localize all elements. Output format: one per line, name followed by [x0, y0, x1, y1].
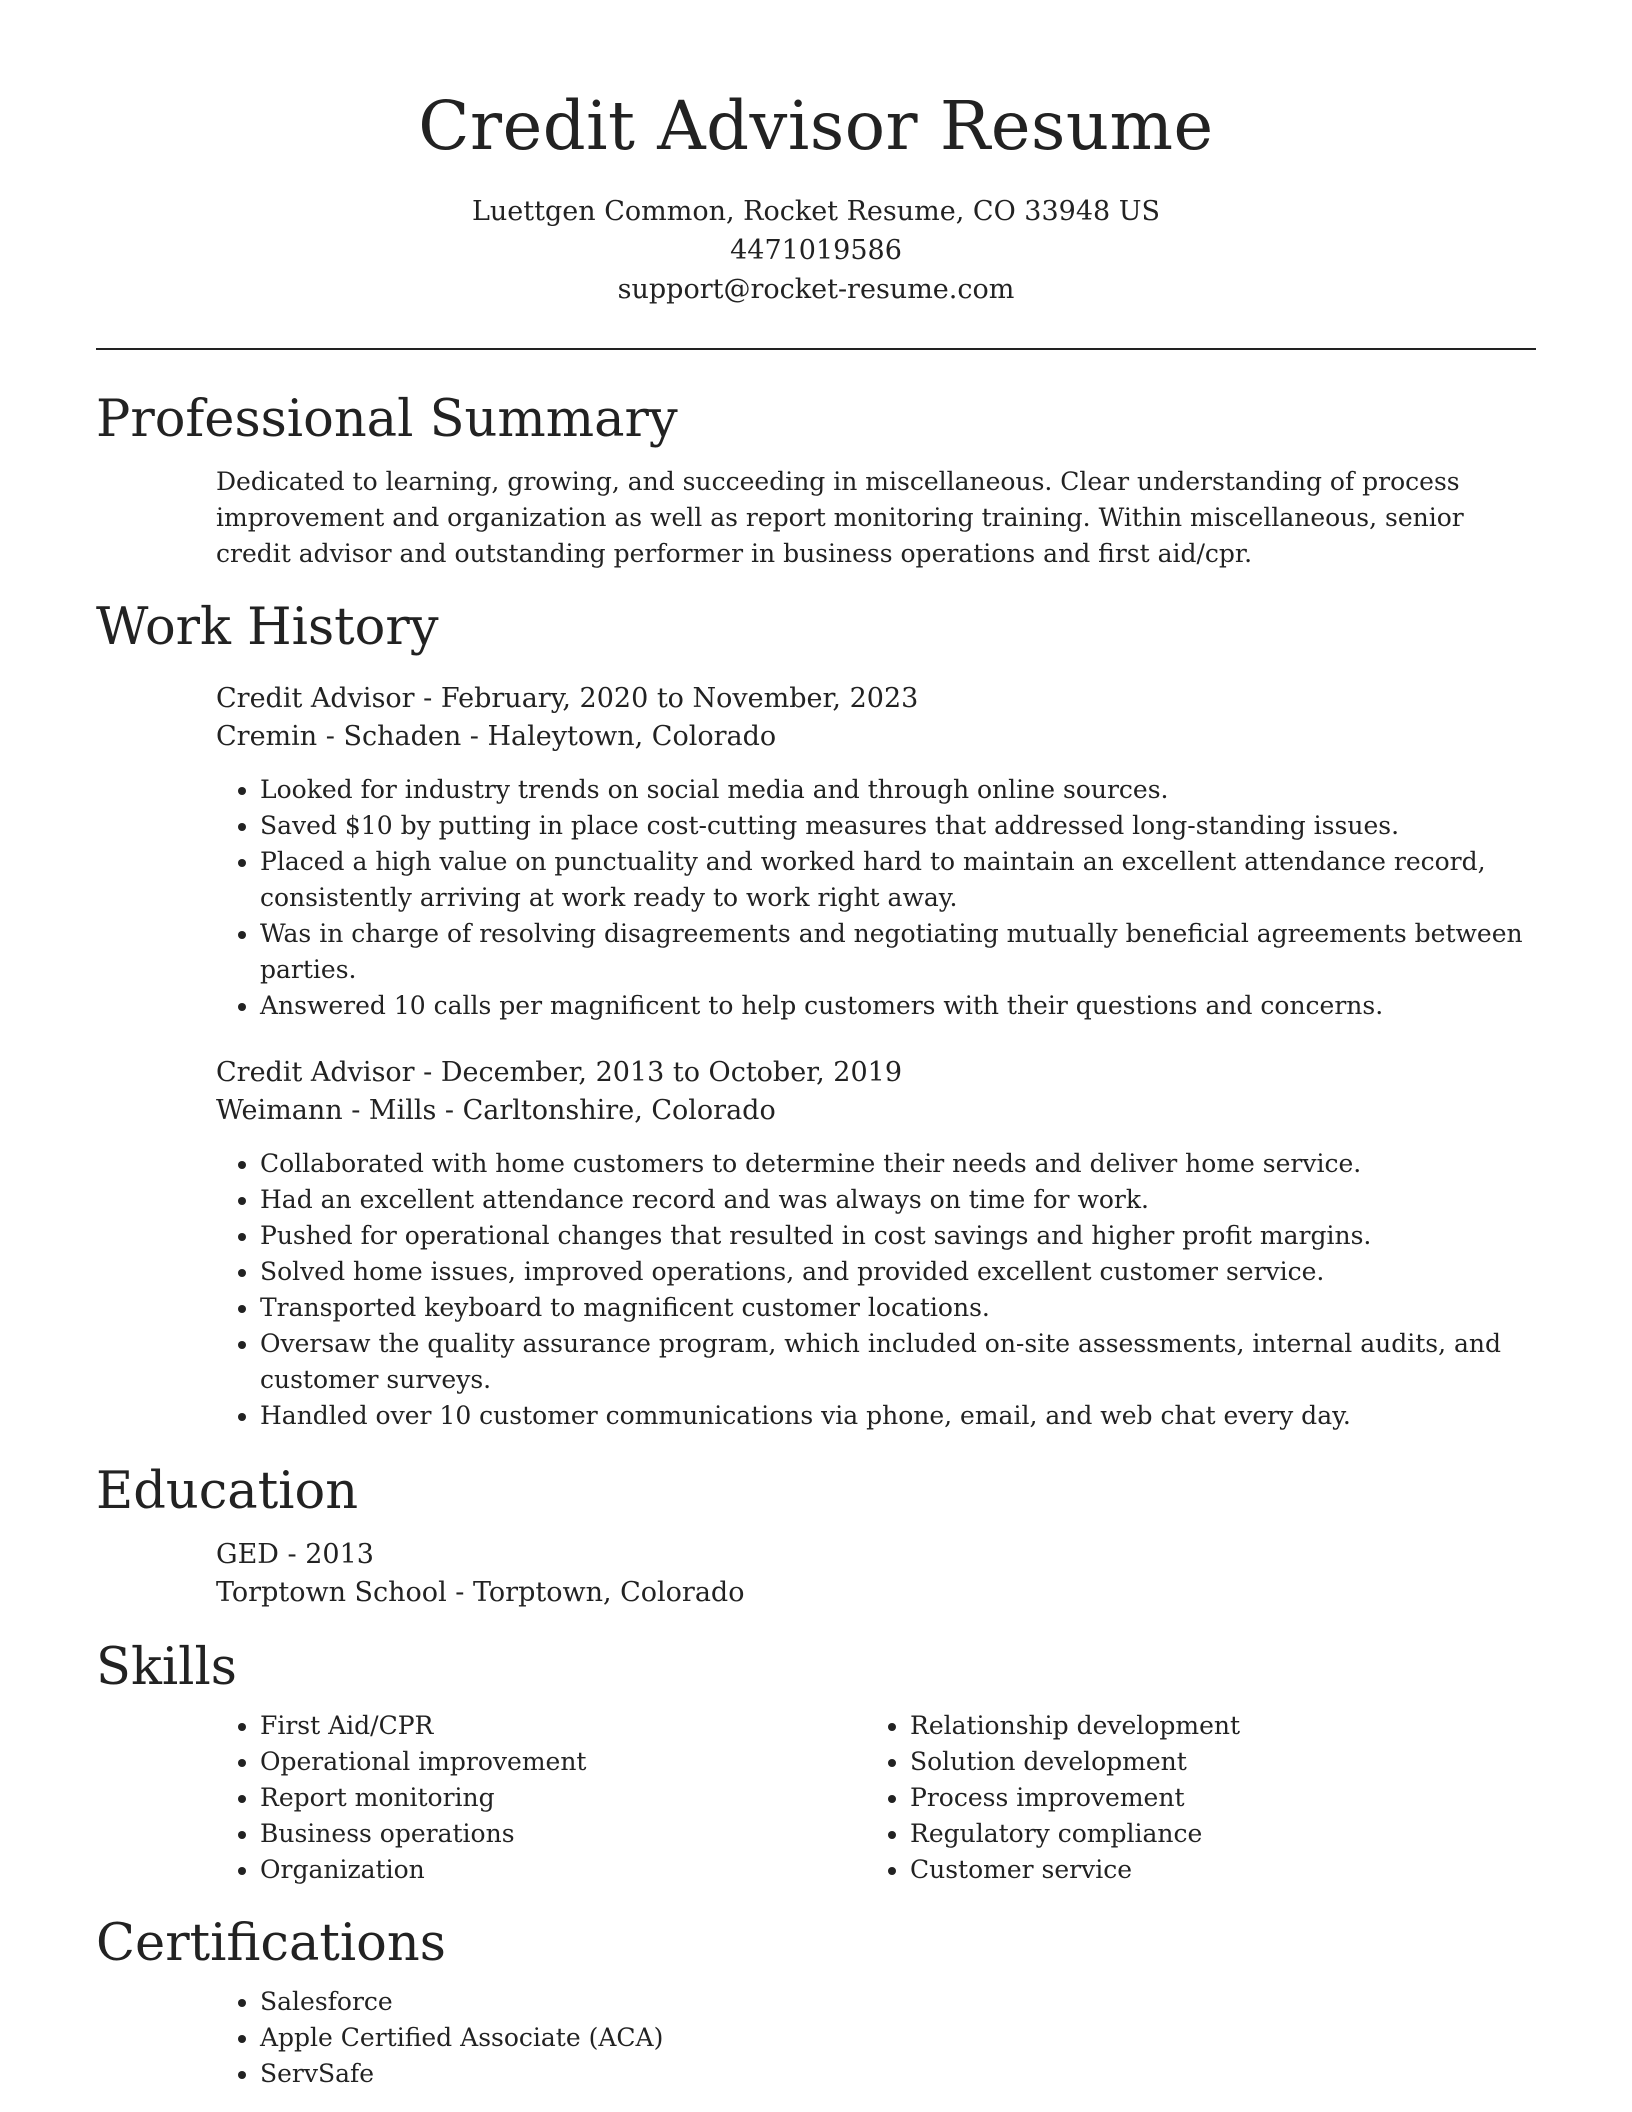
list-item: • Regulatory compliance	[910, 1816, 1516, 1852]
list-item: • Answered 10 calls per magnificent to help customers with their questions and concerns.	[260, 988, 1536, 1024]
certifications-heading: Certifications	[96, 1914, 446, 1973]
list-item: • Oversaw the quality assurance program, which included on-site assessments, internal audits, and customer surveys.	[260, 1326, 1536, 1398]
work-history-heading: Work History	[96, 598, 439, 657]
skills-grid	[96, 1708, 1536, 1888]
list-item: • Business operations	[260, 1816, 866, 1852]
skills-heading: Skills	[96, 1638, 237, 1697]
education-location: - Torptown, Colorado	[446, 1577, 745, 1608]
job-company-line	[216, 718, 1536, 756]
contact-email: support@rocket-resume.com	[617, 274, 1015, 305]
skills-list-right	[866, 1708, 1516, 1888]
list-item: • First Aid/CPR	[260, 1708, 866, 1744]
job-bullets	[216, 772, 1536, 1024]
list-item: • Transported keyboard to magnificent customer locations.	[260, 1290, 1536, 1326]
list-item: • Had an excellent attendance record and was always on time for work.	[260, 1182, 1536, 1218]
education-school-line	[216, 1574, 1536, 1612]
job-title: Credit Advisor	[216, 1057, 415, 1088]
education-degree-line	[216, 1536, 1536, 1574]
job-dates: - December, 2013 to October, 2019	[414, 1057, 903, 1088]
job-title: Credit Advisor	[216, 683, 415, 714]
education-section	[96, 1460, 1536, 1612]
job-bullets	[216, 1146, 1536, 1434]
list-item: • Looked for industry trends on social media and through online sources.	[260, 772, 1536, 808]
list-item: • Process improvement	[910, 1780, 1516, 1816]
certifications-section	[96, 1912, 1536, 2092]
job-company: Weimann - Mills	[216, 1095, 437, 1126]
contact-phone: 4471019586	[730, 235, 902, 266]
list-item: • Report monitoring	[260, 1780, 866, 1816]
summary-heading: Professional Summary	[96, 390, 678, 449]
list-item: • Saved $10 by putting in place cost-cutting measures that addressed long-standing issues.	[260, 808, 1536, 844]
job-location: - Haleytown, Colorado	[461, 721, 777, 752]
list-item: • Relationship development	[910, 1708, 1516, 1744]
skills-section	[96, 1636, 1536, 1888]
skills-column-right	[866, 1708, 1516, 1888]
job-company: Cremin - Schaden	[216, 721, 462, 752]
education-year: - 2013	[278, 1539, 374, 1570]
list-item: • Handled over 10 customer communications via phone, email, and web chat every day.	[260, 1398, 1536, 1434]
list-item: • Operational improvement	[260, 1744, 866, 1780]
summary-text: Dedicated to learning, growing, and succeeding in miscellaneous. Clear understanding of process improvement and organization as well as report monitoring training. Within miscellaneous, senior credit advisor and outstanding performer in business operations and first aid/cpr.	[216, 467, 1464, 568]
job-location: - Carltonshire, Colorado	[436, 1095, 776, 1126]
education-degree: GED	[216, 1539, 279, 1570]
list-item: • Pushed for operational changes that resulted in cost savings and higher profit margins.	[260, 1218, 1536, 1254]
list-item: • Apple Certified Associate (ACA)	[260, 2020, 1536, 2056]
list-item: • Was in charge of resolving disagreements and negotiating mutually beneficial agreements between parties.	[260, 916, 1536, 988]
job-title-line	[216, 1054, 1536, 1092]
list-item: • Solved home issues, improved operations, and provided excellent customer service.	[260, 1254, 1536, 1290]
job-entry	[96, 1054, 1536, 1434]
resume-title: Credit Advisor Resume	[418, 87, 1214, 165]
header-divider	[96, 348, 1536, 350]
list-item: • Customer service	[910, 1852, 1516, 1888]
contact-address: Luettgen Common, Rocket Resume, CO 33948 US	[471, 196, 1161, 227]
certifications-list	[216, 1984, 1536, 2092]
skills-column-left	[216, 1708, 866, 1888]
summary-section	[96, 388, 1536, 572]
job-dates: - February, 2020 to November, 2023	[414, 683, 919, 714]
list-item: • ServSafe	[260, 2056, 1536, 2092]
education-heading: Education	[96, 1462, 359, 1521]
skills-list-left	[216, 1708, 866, 1888]
list-item: • Collaborated with home customers to determine their needs and deliver home service.	[260, 1146, 1536, 1182]
job-title-line	[216, 680, 1536, 718]
education-school: Torptown School	[216, 1577, 447, 1608]
list-item: • Solution development	[910, 1744, 1516, 1780]
list-item: • Placed a high value on punctuality and worked hard to maintain an excellent attendance record, consistently arriving at work ready to work right away.	[260, 844, 1536, 916]
job-company-line	[216, 1092, 1536, 1130]
contact-block	[96, 192, 1536, 309]
resume-header	[96, 0, 1536, 309]
work-history-section	[96, 596, 1536, 1434]
list-item: • Organization	[260, 1852, 866, 1888]
job-entry	[96, 680, 1536, 1024]
list-item: • Salesforce	[260, 1984, 1536, 2020]
